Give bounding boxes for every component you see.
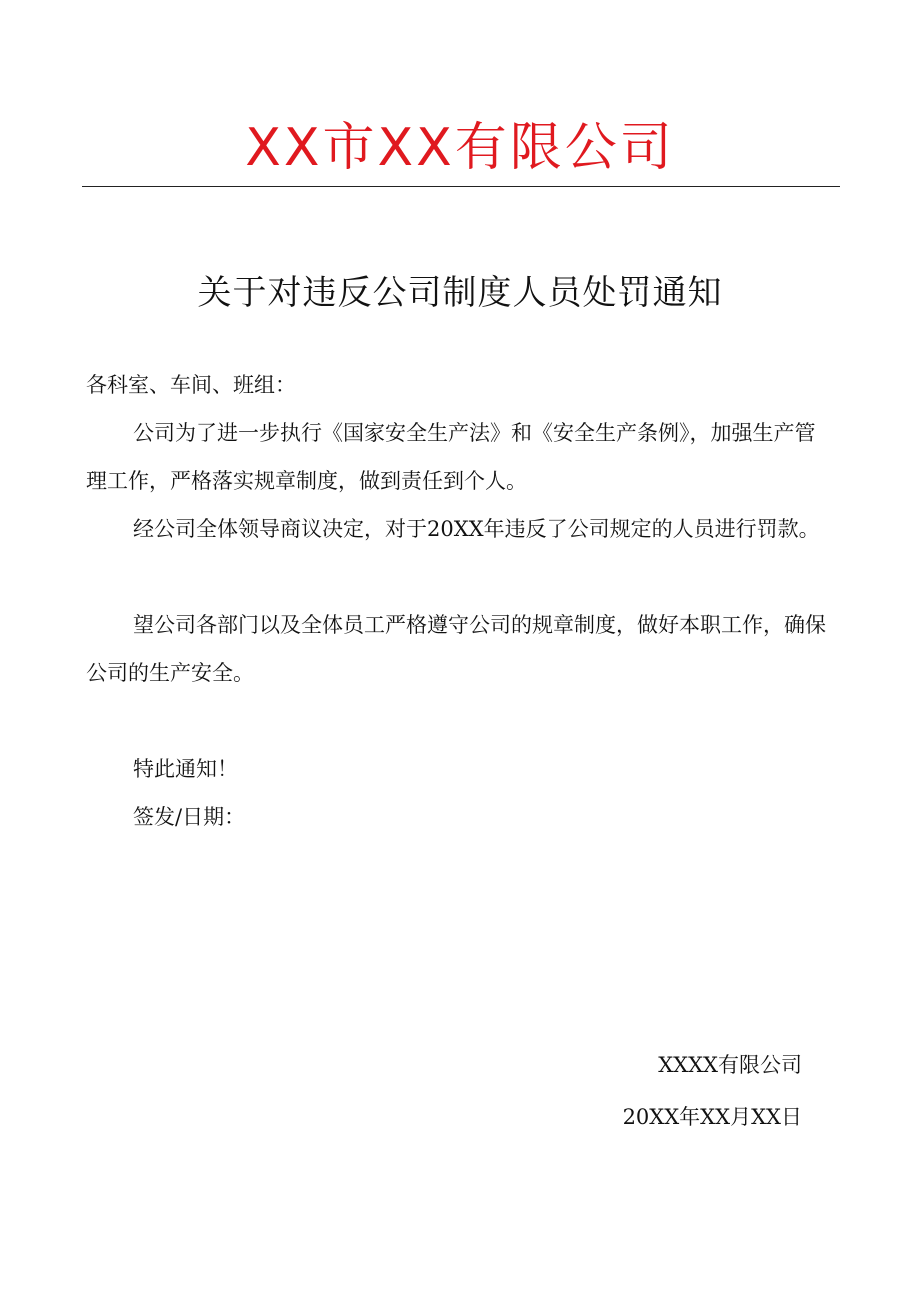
notice-title: 关于对违反公司制度人员处罚通知 xyxy=(197,273,723,313)
signature-date: 20XX年XX月XX日 xyxy=(622,1105,802,1129)
signature-company: XXXX有限公司 xyxy=(658,1053,802,1077)
closing-remark: 特此通知！ xyxy=(133,757,238,781)
paragraph-penalty-decision: 经公司全体领导商议决定，对于20XX年违反了公司规定的人员进行罚款。 xyxy=(133,517,820,541)
paragraph-compliance-request: 望公司各部门以及全体员工严格遵守公司的规章制度，做好本职工作，确保公司的生产安全。 xyxy=(86,613,826,685)
paragraph-safety-regulations: 公司为了进一步执行《国家安全生产法》和《安全生产条例》，加强生产管理工作，严格落实规章制度，做到责任到个人。 xyxy=(86,421,816,493)
letterhead-divider xyxy=(82,186,840,187)
salutation: 各科室、车间、班组： xyxy=(86,373,296,397)
issuer-date-line: 签发/日期： xyxy=(133,805,246,829)
company-letterhead: XX市XX有限公司 xyxy=(245,118,675,178)
